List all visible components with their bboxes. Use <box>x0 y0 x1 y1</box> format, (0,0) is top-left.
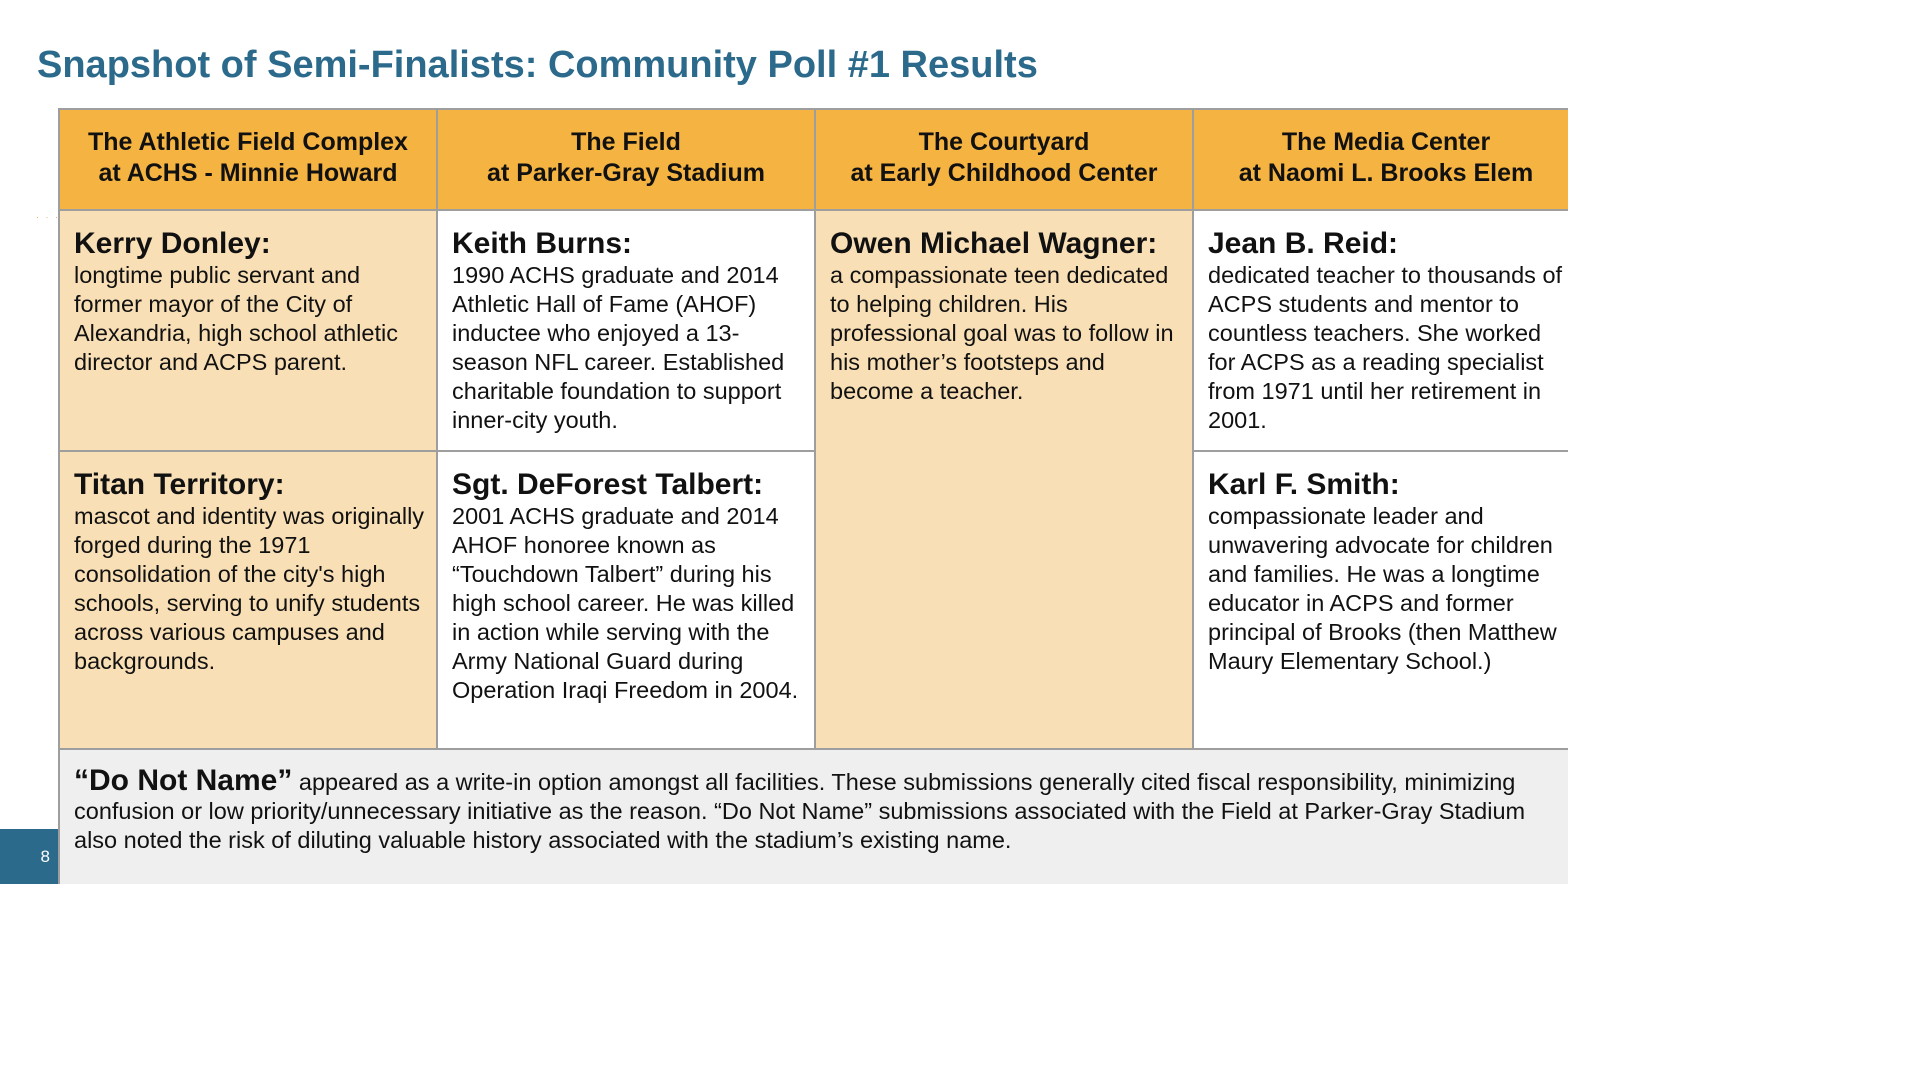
nominee-cell-deforest-talbert <box>438 452 816 750</box>
column-header-line1: The Media Center <box>1281 127 1491 156</box>
column-header-media-center <box>1194 110 1568 211</box>
column-header-line2: at Early Childhood Center <box>850 158 1158 187</box>
semi-finalists-table <box>58 108 1568 884</box>
nominee-name: Titan Territory: <box>74 468 285 501</box>
nominee-name: Sgt. DeForest Talbert: <box>452 468 764 501</box>
nominee-cell-jean-reid <box>1194 211 1568 452</box>
nominee-name: Karl F. Smith: <box>1208 468 1400 501</box>
do-not-name-text: appeared as a write-in option amongst all facilities. These submissions generally cited fiscal responsibility, minimizing confusion or low priority/unnecessary initiative as the reason. “Do Not Name” submissions associated with the Field at Parker-Gray Stadium also noted the risk of diluting valuable history associated with the stadium’s existing name. <box>74 769 1526 853</box>
do-not-name-note <box>60 750 1568 884</box>
column-header-line2: at Naomi L. Brooks Elem <box>1238 158 1534 187</box>
page-number: 8 <box>0 829 58 884</box>
nominee-description: a compassionate teen dedicated to helping children. His professional goal was to follow in his mother’s footsteps and become a teacher. <box>830 262 1174 404</box>
column-header-line2: at ACHS - Minnie Howard <box>98 158 398 187</box>
nominee-cell-karl-smith <box>1194 452 1568 750</box>
decorative-dots: · · · <box>36 212 60 222</box>
nominee-name: Kerry Donley: <box>74 227 271 260</box>
column-header-courtyard <box>816 110 1194 211</box>
column-header-line2: at Parker-Gray Stadium <box>487 158 765 187</box>
column-header-line1: The Courtyard <box>918 127 1090 156</box>
page-title: Snapshot of Semi-Finalists: Community Poll #1 Results <box>37 44 1038 86</box>
nominee-name: Keith Burns: <box>452 227 632 260</box>
nominee-description: 1990 ACHS graduate and 2014 Athletic Hall of Fame (AHOF) inductee who enjoyed a 13-season NFL career. Established charitable foundation to support inner-city youth. <box>452 262 785 433</box>
nominee-cell-keith-burns <box>438 211 816 452</box>
column-header-line1: The Field <box>571 127 681 156</box>
nominee-description: 2001 ACHS graduate and 2014 AHOF honoree known as “Touchdown Talbert” during his high school career. He was killed in action while serving with the Army National Guard during Operation Iraqi Freedom in 2004. <box>452 503 799 703</box>
nominee-cell-owen-wagner <box>816 211 1194 750</box>
nominee-name: Owen Michael Wagner: <box>830 227 1158 260</box>
nominee-description: mascot and identity was originally forged during the 1971 consolidation of the city's high schools, serving to unify students across various campuses and backgrounds. <box>74 503 425 674</box>
nominee-name: Jean B. Reid: <box>1208 227 1399 260</box>
column-header-athletic-field <box>60 110 438 211</box>
nominee-cell-kerry-donley <box>60 211 438 452</box>
nominee-description: compassionate leader and unwavering advocate for children and families. He was a longtime educator in ACPS and former principal of Brooks (then Matthew Maury Elementary School.) <box>1208 503 1557 674</box>
nominee-description: dedicated teacher to thousands of ACPS students and mentor to countless teachers. She worked for ACPS as a reading specialist from 1971 until her retirement in 2001. <box>1208 262 1563 433</box>
do-not-name-label: “Do Not Name” <box>74 764 293 797</box>
nominee-cell-titan-territory <box>60 452 438 750</box>
column-header-parker-gray-field <box>438 110 816 211</box>
nominee-description: longtime public servant and former mayor of the City of Alexandria, high school athletic director and ACPS parent. <box>74 262 398 375</box>
column-header-line1: The Athletic Field Complex <box>88 127 408 156</box>
